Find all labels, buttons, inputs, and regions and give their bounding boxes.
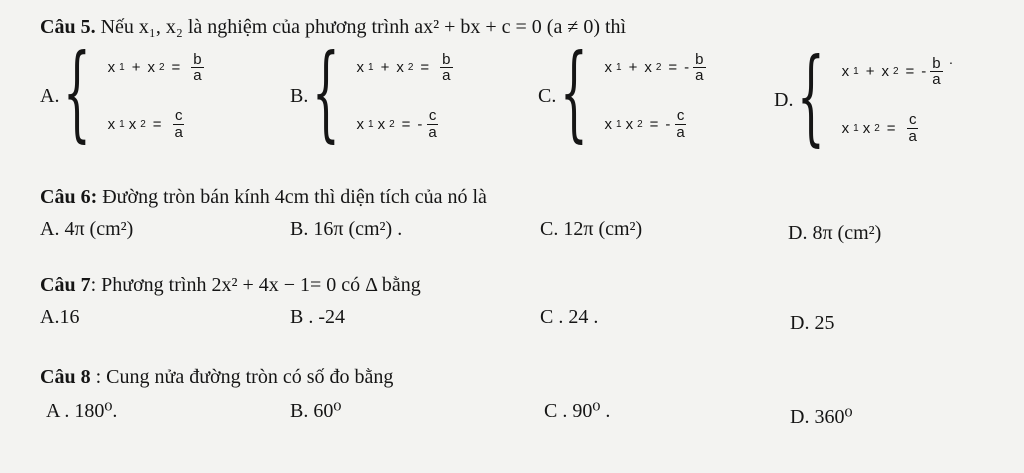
q5-system: [842, 56, 943, 145]
q6-title: Câu 6:: [40, 186, 98, 208]
q8-option-a[interactable]: A . 180⁰.: [46, 400, 118, 422]
q8-line: [40, 366, 393, 389]
x2-index: 2: [158, 62, 165, 74]
c-over-a-fraction: [173, 108, 185, 141]
q7-text: : Phương trình 2x² + 4x − 1= 0 có Δ bằng: [90, 274, 421, 296]
denominator-a: a: [676, 123, 685, 141]
x2-symbol: x: [377, 115, 386, 133]
c-over-a-fraction: [674, 108, 686, 141]
x1-index: 1: [119, 118, 125, 130]
numerator-b: b: [932, 54, 941, 72]
q6-option-a-value: 4π (cm²): [64, 218, 134, 240]
q8-option-d[interactable]: D. 360⁰: [790, 406, 853, 428]
product-equation: [842, 112, 943, 145]
equals-symbol: =: [668, 59, 678, 77]
q6-option-a-label: A.: [40, 218, 60, 240]
x2-index: 2: [407, 62, 414, 74]
x1-symbol: x: [107, 59, 116, 77]
sum-equation: [357, 52, 453, 85]
x2-symbol: x: [862, 119, 871, 137]
q8-title: Câu 8: [40, 366, 91, 388]
q6-option-d[interactable]: [788, 222, 881, 245]
left-brace-icon: {: [312, 31, 341, 153]
denominator-a: a: [174, 123, 183, 141]
q6-option-a[interactable]: [40, 218, 133, 241]
trailing-dot: ·: [948, 54, 954, 70]
numerator-c: c: [676, 107, 685, 124]
q5-option-a[interactable]: [40, 31, 204, 153]
q8-option-c[interactable]: C . 90⁰ .: [544, 400, 611, 422]
x1-index: 1: [119, 62, 125, 74]
plus-symbol: +: [131, 59, 141, 77]
x1-symbol: x: [841, 119, 850, 137]
q7-line: [40, 274, 421, 297]
q7-option-a[interactable]: A.16: [40, 306, 80, 328]
x1-symbol: x: [841, 63, 850, 81]
denominator-a: a: [932, 71, 941, 89]
x1-index: 1: [853, 66, 859, 78]
q7-option-c[interactable]: C . 24 .: [540, 306, 599, 328]
x2-symbol: x: [396, 59, 404, 77]
equals-symbol: =: [886, 119, 896, 137]
product-equation: [357, 108, 453, 141]
q6-option-c-label: C.: [540, 218, 559, 240]
x2-index: 2: [140, 118, 146, 130]
product-sign: -: [417, 115, 423, 133]
q7-option-b[interactable]: B . -24: [290, 306, 345, 328]
x1-index: 1: [616, 62, 622, 74]
product-equation: [605, 108, 706, 141]
equals-symbol: =: [905, 63, 915, 81]
sum-equation: [842, 56, 943, 89]
product-sign: -: [665, 115, 671, 133]
q5-option-a-label: A.: [40, 84, 60, 107]
q6-option-b-label: B.: [290, 218, 309, 240]
q6-option-b[interactable]: [290, 218, 402, 241]
x2-symbol: x: [147, 59, 155, 77]
q5-option-c[interactable]: [538, 31, 706, 153]
x2-index: 2: [655, 62, 662, 74]
denominator-a: a: [442, 67, 451, 85]
x2-index: 2: [389, 118, 395, 130]
x2-symbol: x: [625, 115, 634, 133]
left-brace-icon: {: [797, 35, 826, 157]
b-over-a-fraction: [440, 52, 452, 85]
x1-symbol: x: [356, 115, 365, 133]
numerator-c: c: [908, 111, 917, 128]
x1-index: 1: [368, 118, 374, 130]
plus-symbol: +: [380, 59, 390, 77]
product-equation: [108, 108, 204, 141]
denominator-a: a: [695, 67, 704, 85]
x1-symbol: x: [604, 115, 613, 133]
sum-equation: [605, 52, 706, 85]
q6-option-c-value: 12π (cm²): [563, 218, 643, 240]
equals-symbol: =: [171, 59, 181, 77]
q7-option-d[interactable]: D. 25: [790, 312, 835, 334]
q7-title: Câu 7: [40, 274, 91, 296]
x1-index: 1: [368, 62, 374, 74]
x2-index: 2: [874, 122, 880, 134]
x1-index: 1: [853, 122, 859, 134]
equals-symbol: =: [401, 115, 411, 133]
q6-line: [40, 186, 487, 209]
q5-title: Câu 5.: [40, 16, 96, 38]
q5-option-b[interactable]: [290, 31, 453, 153]
numerator-c: c: [174, 107, 183, 124]
numerator-c: c: [428, 107, 437, 124]
b-over-a-fraction: [930, 56, 942, 89]
plus-symbol: +: [628, 59, 638, 77]
q8-option-b[interactable]: B. 60⁰: [290, 400, 342, 422]
q5-system: [108, 52, 204, 141]
q6-option-b-value: 16π (cm²) .: [313, 218, 403, 240]
x2-index: 2: [892, 66, 899, 78]
x1-symbol: x: [356, 59, 365, 77]
q8-text: : Cung nửa đường tròn có số đo bằng: [90, 366, 394, 388]
equals-symbol: =: [152, 115, 162, 133]
left-brace-icon: {: [560, 31, 589, 153]
q6-text: Đường tròn bán kính 4cm thì diện tích của nó là: [102, 186, 487, 208]
q5-system: [357, 52, 453, 141]
equals-symbol: =: [420, 59, 430, 77]
sum-sign: -: [921, 63, 927, 81]
c-over-a-fraction: [426, 108, 438, 141]
x2-symbol: x: [881, 63, 889, 81]
q6-option-d-value: 8π (cm²): [812, 222, 882, 244]
b-over-a-fraction: [693, 52, 705, 85]
x1-index: 1: [616, 118, 622, 130]
x2-symbol: x: [128, 115, 137, 133]
denominator-a: a: [908, 127, 917, 145]
equals-symbol: =: [649, 115, 659, 133]
denominator-a: a: [193, 67, 202, 85]
numerator-b: b: [695, 50, 704, 68]
q5-option-b-label: B.: [290, 84, 309, 107]
x2-index: 2: [637, 118, 643, 130]
c-over-a-fraction: [907, 112, 919, 145]
numerator-b: b: [442, 50, 451, 68]
x1-symbol: x: [107, 115, 116, 133]
plus-symbol: +: [865, 63, 875, 81]
sum-sign: -: [684, 59, 690, 77]
q5-system: [605, 52, 706, 141]
q5-option-d-label: D.: [774, 88, 794, 111]
q5-option-c-label: C.: [538, 84, 557, 107]
left-brace-icon: {: [63, 31, 92, 153]
q5-option-d[interactable]: [774, 35, 954, 157]
denominator-a: a: [428, 123, 437, 141]
b-over-a-fraction: [191, 52, 203, 85]
sum-equation: [108, 52, 204, 85]
q6-option-d-label: D.: [788, 222, 808, 244]
x1-symbol: x: [604, 59, 613, 77]
q5-text: Nếu x₁, x₂ là nghiệm của phương trình ax² + bx + c = 0 (a ≠ 0) thì: [100, 16, 627, 38]
x2-symbol: x: [644, 59, 652, 77]
numerator-b: b: [193, 50, 202, 68]
q6-option-c[interactable]: [540, 218, 642, 241]
